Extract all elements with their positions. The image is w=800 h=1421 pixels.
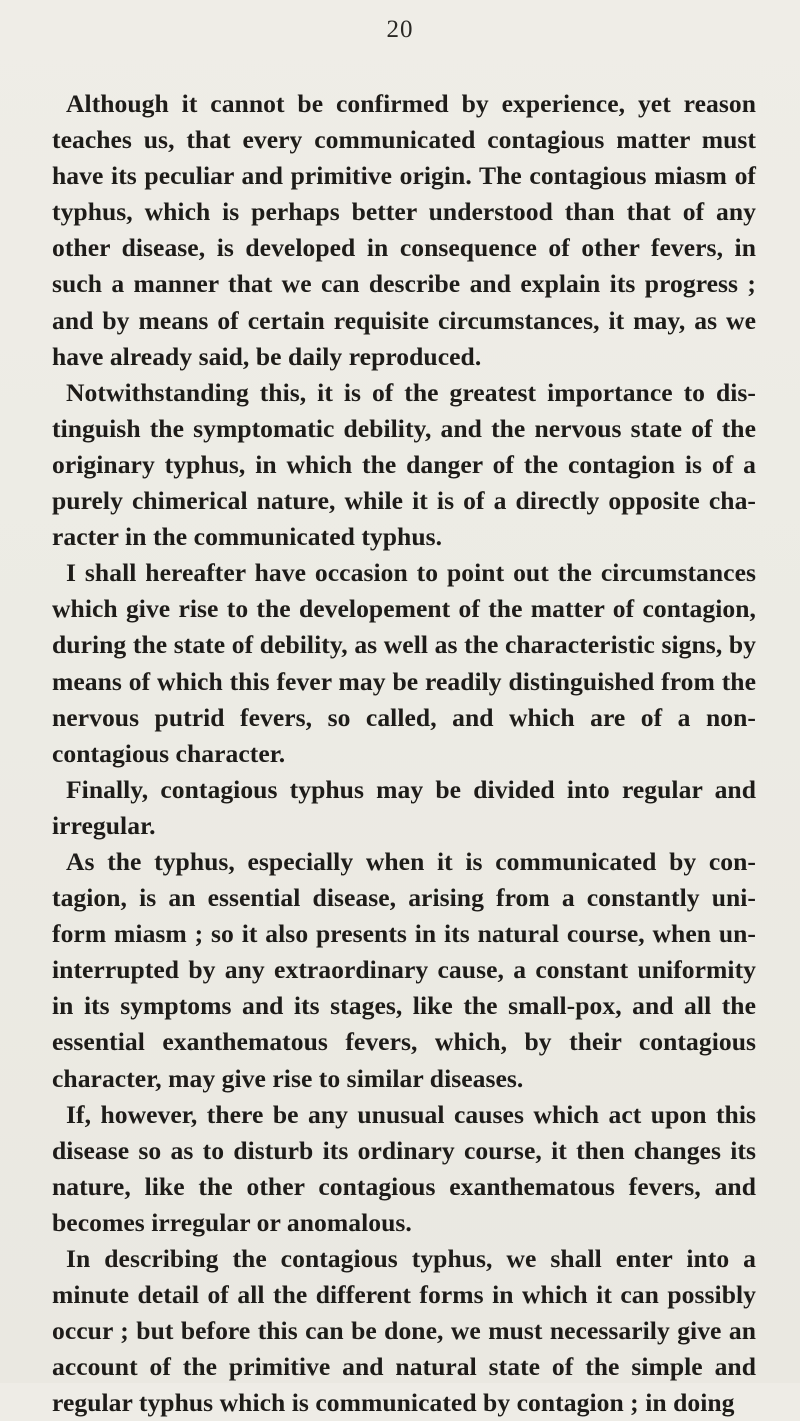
paragraph-3: I shall hereafter have occasion to point out the circumstances which give rise to the developement of the matter of contagion, during the state of debility, as well as the characteristic signs, by means of which this fever may be readily distinguished from the nervous putrid fevers, so called, and which are of a non- contagious character. (52, 558, 756, 768)
paragraph-6: If, however, there be any unusual causes which act upon this disease so as to disturb its ordinary course, it then changes its nature, like the other contagious exanthematous fevers, and becomes irregular or anomalous. (52, 1099, 756, 1237)
paragraph-5: As the typhus, especially when it is communicated by con- tagion, is an essential disease, arising from a constantly uni- form miasm ; so it also presents in its natural course, when un- interrupted by any extraordinary cause, a constant uniformity in its symptoms and its stages, like the small-pox, and all the essential exanthematous fevers, which, by their contagious character, may give rise to similar diseases. (52, 846, 756, 1093)
page-number: 20 (386, 16, 414, 43)
paragraph-4: Finally, contagious typhus may be divided into regular and irregular. (52, 774, 756, 840)
paragraph-2: Notwithstanding this, it is of the greatest importance to dis- tinguish the symptomatic debility, and the nervous state of the originary typhus, in which the danger of the contagion is of a purely chimerical nature, while it is of a directly opposite cha- racter in the communicated typhus. (52, 377, 756, 552)
body-text (52, 86, 756, 1421)
paragraph-1: Although it cannot be confirmed by experience, yet reason teaches us, that every communicated contagious matter must have its peculiar and primitive origin. The contagious miasm of typhus, which is perhaps better understood than that of any other disease, is developed in consequence of other fevers, in such a manner that we can describe and explain its progress ; and by means of certain requisite circumstances, it may, as we have already said, be daily reproduced. (52, 89, 756, 371)
paragraph-7: In describing the contagious typhus, we shall enter into a minute detail of all the different forms in which it can possibly occur ; but before this can be done, we must necessarily give an account of the primitive and natural state of the simple and regular typhus which is communicated by contagion ; in doing (52, 1244, 756, 1418)
